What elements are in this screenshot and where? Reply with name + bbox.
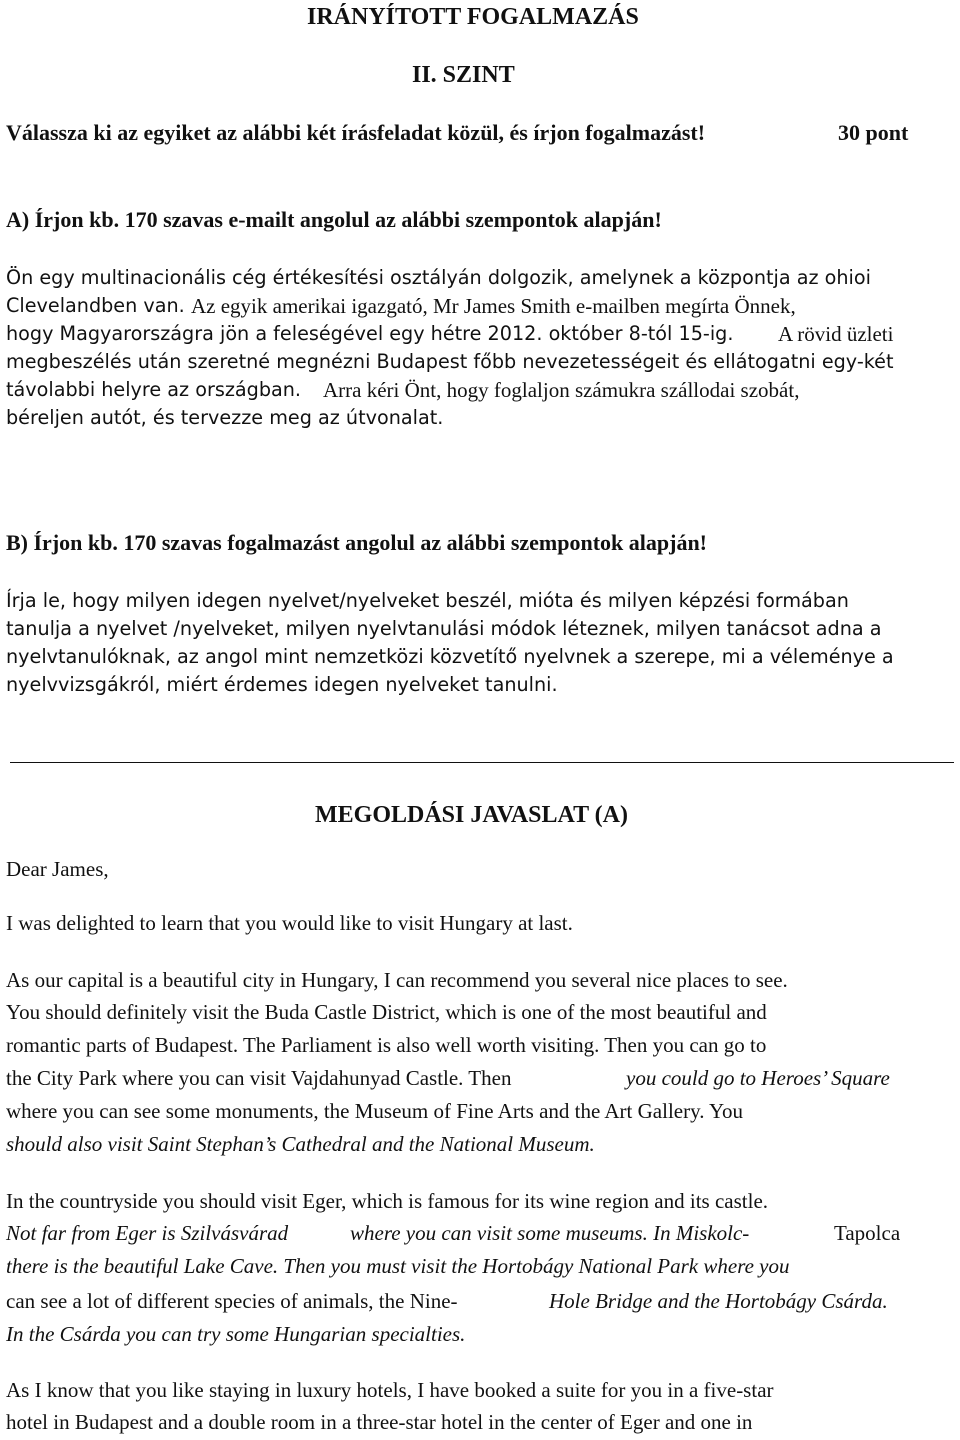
letter-line: In the Csárda you can try some Hungarian specialties. [6,1322,466,1346]
task-a-line: béreljen autót, és tervezze meg az útvonalat. [6,406,444,429]
letter-line: Tapolca [834,1221,901,1245]
points-label: 30 pont [838,120,909,145]
letter-line: Hole Bridge and the Hortobágy Csárda. [549,1289,888,1313]
letter-line: hotel in Budapest and a double room in a three-star hotel in the center of Eger and one in [6,1410,753,1434]
letter-line: You should definitely visit the Buda Castle District, which is one of the most beautiful and [6,1000,767,1024]
task-a-line: hogy Magyarországra jön a feleségével egy hétre 2012. október 8-tól 15-ig. [6,322,734,345]
task-a-line: A rövid üzleti [778,322,894,346]
letter-line: can see a lot of different species of animals, the Nine- [6,1289,458,1313]
level-label: II. SZINT [412,62,515,88]
task-a-line: Clevelandben van. [6,294,185,317]
letter-line: there is the beautiful Lake Cave. Then you must visit the Hortobágy National Park where you [6,1254,790,1278]
letter-line: where you can visit some museums. In Miskolc- [350,1221,750,1245]
letter-line: In the countryside you should visit Eger, which is famous for its wine region and its castle. [6,1189,769,1213]
salutation: Dear James, [6,857,109,881]
solution-heading: MEGOLDÁSI JAVASLAT (A) [315,802,628,828]
document-title: IRÁNYÍTOTT FOGALMAZÁS [307,4,639,30]
task-a-heading: A) Írjon kb. 170 szavas e-mailt angolul az alábbi szempontok alapján! [6,207,662,232]
task-a-line: Ön egy multinacionális cég értékesítési osztályán dolgozik, amelynek a központja az ohioi [6,266,871,289]
letter-line: romantic parts of Budapest. The Parliament is also well worth visiting. Then you can go to [6,1033,767,1057]
task-a-line: megbeszélés után szeretné megnézni Budapest főbb nevezetességeit és ellátogatni egy-két [6,350,894,373]
task-b-heading: B) Írjon kb. 170 szavas fogalmazást angolul az alábbi szempontok alapján! [6,530,708,555]
task-b-line: Írja le, hogy milyen idegen nyelvet/nyelveket beszél, mióta és milyen képzési formában [6,589,849,612]
task-a-line: Az egyik amerikai igazgató, Mr James Smith e-mailben megírta Önnek, [191,294,796,318]
task-b-line: nyelvvizsgákról, miért érdemes idegen nyelveket tanulni. [6,673,558,696]
letter-line: As I know that you like staying in luxury hotels, I have booked a suite for you in a five-star [6,1378,774,1402]
letter-line: the City Park where you can visit Vajdahunyad Castle. Then [6,1066,512,1090]
letter-line: I was delighted to learn that you would like to visit Hungary at last. [6,911,573,935]
task-b-line: nyelvtanulóknak, az angol mint nemzetközi közvetítő nyelvnek a szerepe, mi a véleménye a [6,645,894,668]
task-a-line: Arra kéri Önt, hogy foglaljon számukra szállodai szobát, [323,378,800,402]
letter-line: Not far from Eger is Szilvásvárad [6,1221,289,1245]
letter-line: you could go to Heroes’ Square [626,1066,890,1090]
letter-line: where you can see some monuments, the Museum of Fine Arts and the Art Gallery. You [6,1099,744,1123]
section-divider [10,762,954,763]
instruction: Válassza ki az egyiket az alábbi két írásfeladat közül, és írjon fogalmazást! [6,120,706,145]
task-b-line: tanulja a nyelvet /nyelveket, milyen nyelvtanulási módok léteznek, milyen tanácsot adna a [6,617,882,640]
letter-line: As our capital is a beautiful city in Hungary, I can recommend you several nice places to see. [6,968,788,992]
task-a-line: távolabbi helyre az országban. [6,378,302,401]
letter-line: should also visit Saint Stephan’s Cathedral and the National Museum. [6,1132,595,1156]
